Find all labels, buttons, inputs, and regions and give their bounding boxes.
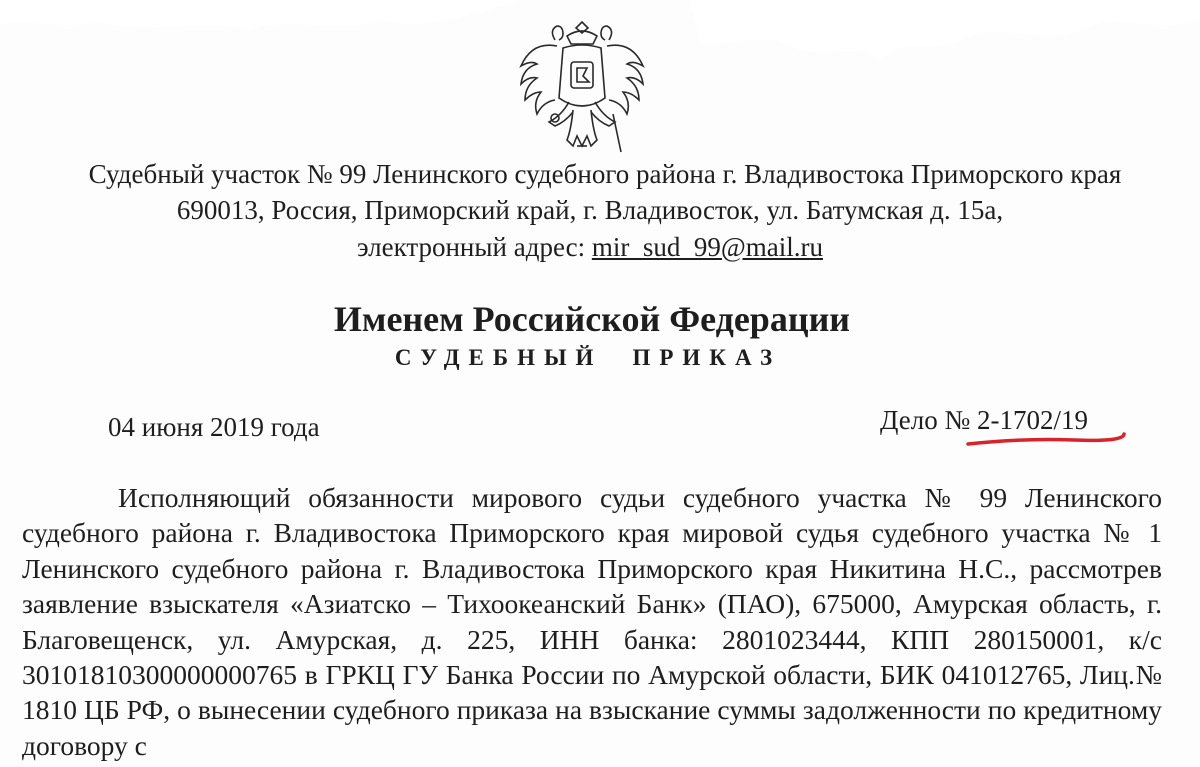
email-label: электронный адрес: bbox=[357, 232, 586, 262]
document-title: Именем Российской Федерации bbox=[333, 299, 851, 339]
red-underline-mark bbox=[964, 428, 1129, 452]
subtitle-word-2: ПРИКАЗ bbox=[632, 345, 782, 370]
case-number: 2-1702/19 bbox=[976, 405, 1088, 435]
order-body-paragraph: Исполняющий обязанности мирового судьи судебного участка № 99 Ленинского судебного района г. Владивостока Приморского края мировой судья судебного участка № 1 Ленинского судебного района г. Владивостока Приморского края Никитина Н.С., рассмотрев заявление взыскателя «Азиатско – Тихоокеанский Банк» (ПАО), 675000, Амурская область, г. Благовещенск, ул. Амурская, д. 225, ИНН банка: 2801023444, КПП 280150001, к/с 30101810300000000765 в ГРКЦ ГУ Банка России по Амурской области, БИК 041012765, Лиц.№ 1810 ЦБ РФ, о вынесении судебного приказа на взыскание суммы задолженности по кредитному договору с bbox=[22, 482, 1162, 761]
case-label: Дело № bbox=[880, 405, 971, 435]
court-address: 690013, Россия, Приморский край, г. Владивосток, ул. Батумская д. 15а, bbox=[176, 195, 1004, 225]
subtitle-word-1: СУДЕБНЫЙ bbox=[394, 345, 603, 370]
court-email-line bbox=[0, 231, 1190, 263]
russian-coat-of-arms-icon bbox=[517, 18, 647, 158]
court-name: Судебный участок № 99 Ленинского судебного района г. Владивостока Приморского края bbox=[88, 159, 1122, 189]
document-subtitle bbox=[0, 345, 1188, 371]
email-link[interactable]: mir_sud_99@mail.ru bbox=[591, 232, 823, 262]
order-date: 04 июня 2019 года bbox=[108, 412, 320, 442]
